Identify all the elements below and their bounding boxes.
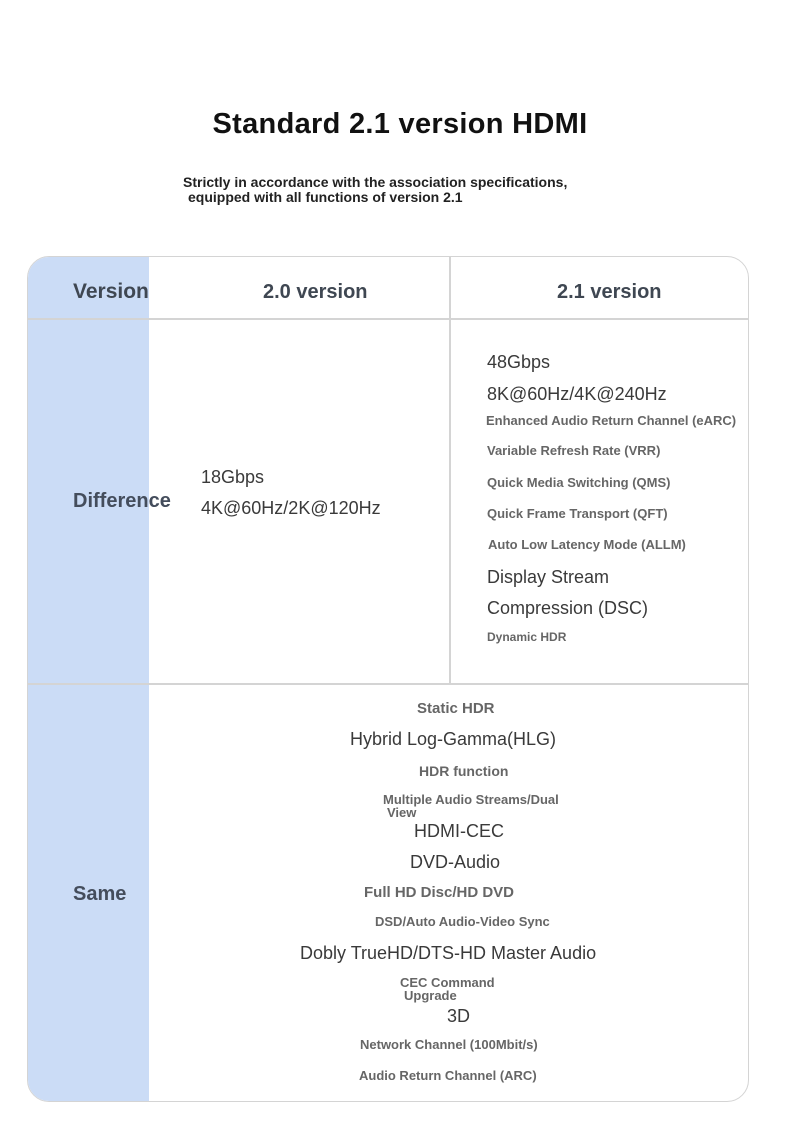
row-label-same: Same <box>73 883 127 905</box>
header-col-20: 2.0 version <box>263 281 368 303</box>
same-item: HDMI-CEC <box>414 821 504 841</box>
same-item: Dobly TrueHD/DTS-HD Master Audio <box>300 943 597 963</box>
same-item: Multiple Audio Streams/Dual <box>383 792 559 807</box>
header-divider <box>28 318 748 320</box>
v21-item: Variable Refresh Rate (VRR) <box>487 443 661 458</box>
header-col-21: 2.1 version <box>557 281 662 303</box>
difference-divider <box>28 683 748 685</box>
v21-item: Auto Low Latency Mode (ALLM) <box>488 537 686 552</box>
column-divider <box>449 257 451 684</box>
label-column <box>28 257 149 1101</box>
same-item: Upgrade <box>404 988 457 1003</box>
v21-item: 48Gbps <box>487 352 551 372</box>
page-title: Standard 2.1 version HDMI <box>212 108 588 140</box>
v20-item: 4K@60Hz/2K@120Hz <box>201 498 381 518</box>
same-item: HDR function <box>419 763 509 779</box>
comparison-table <box>27 256 749 1102</box>
same-item: Network Channel (100Mbit/s) <box>360 1037 538 1052</box>
v20-item: 18Gbps <box>201 467 265 487</box>
v21-item: Dynamic HDR <box>487 630 567 644</box>
row-label-difference: Difference <box>73 490 171 512</box>
subtitle-line-1: Strictly in accordance with the association specifications, <box>183 174 568 190</box>
same-item: Audio Return Channel (ARC) <box>359 1068 537 1083</box>
subtitle <box>183 175 653 205</box>
same-item: View <box>387 805 417 820</box>
same-item: Hybrid Log-Gamma(HLG) <box>350 729 557 749</box>
same-item: Static HDR <box>417 700 495 717</box>
v21-item: Quick Media Switching (QMS) <box>487 475 671 490</box>
v21-item: Quick Frame Transport (QFT) <box>487 506 668 521</box>
same-item: DVD-Audio <box>410 852 501 872</box>
v21-item: Compression (DSC) <box>487 598 649 618</box>
same-item: Full HD Disc/HD DVD <box>364 884 515 901</box>
same-item: DSD/Auto Audio-Video Sync <box>375 914 550 929</box>
header-version-label: Version <box>73 280 149 303</box>
v21-item: Display Stream <box>487 567 610 587</box>
subtitle-line-2: equipped with all functions of version 2.1 <box>188 189 463 205</box>
v21-item: 8K@60Hz/4K@240Hz <box>487 384 667 404</box>
same-item: 3D <box>447 1006 471 1026</box>
same-item: CEC Command <box>400 975 495 990</box>
v21-item: Enhanced Audio Return Channel (eARC) <box>486 413 737 428</box>
